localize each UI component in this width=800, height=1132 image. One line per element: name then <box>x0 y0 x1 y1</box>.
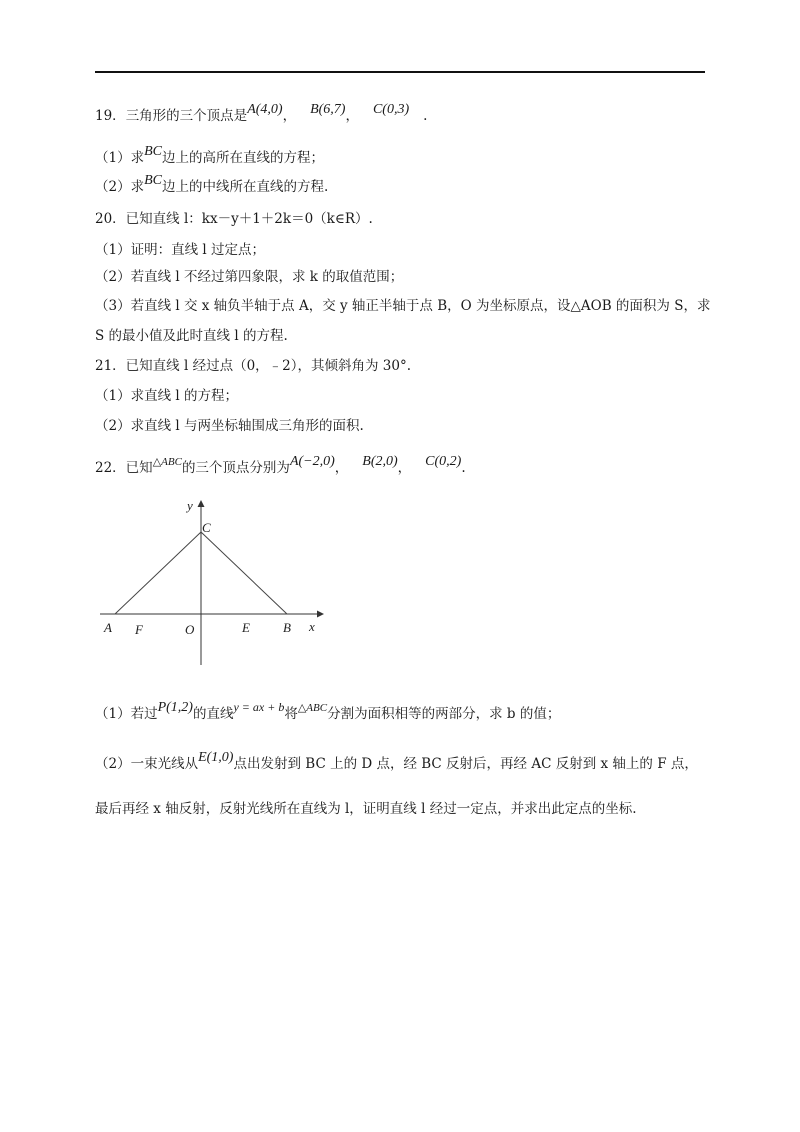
q20-part3-line2: S 的最小值及此时直线 l 的方程. <box>95 328 288 344</box>
q19-part1: （1）求BC边上的高所在直线的方程； <box>95 144 324 166</box>
y-axis-arrow <box>198 500 205 507</box>
q19-point-a: A(4,0) <box>247 102 283 117</box>
q22-part1: （1）若过P(1,2)的直线y = ax + b将$^{\triangle ABC}$分割为面积相等的两部分，求 b 的值； <box>95 700 561 722</box>
q20-part2: （2）若直线 l 不经过第四象限，求 k 的取值范围； <box>95 269 404 285</box>
y-label: y <box>187 498 193 513</box>
label-a: A <box>104 620 112 635</box>
q22-stem: 22．已知$^{\triangle ABC}$的三个顶点分别为A(−2,0)， B(2,0)， C(0,2). <box>95 454 466 476</box>
q21-part2: （2）求直线 l 与两坐标轴围成三角形的面积. <box>95 418 364 434</box>
q20-part3-line1: （3）若直线 l 交 x 轴负半轴于点 A，交 y 轴正半轴于点 B，O 为坐标原点，设△AOB 的面积为 S，求 <box>95 298 711 314</box>
label-c: C <box>202 520 211 535</box>
q19-point-c: C(0,3) <box>372 102 410 117</box>
q21-part1: （1）求直线 l 的方程； <box>95 388 238 404</box>
label-o: O <box>185 622 195 637</box>
triangle-figure <box>95 495 335 670</box>
q20-stem: 20．已知直线 l：kx－y＋1＋2k＝0（k∈R）. <box>95 211 373 227</box>
q19-point-b: B(6,7) <box>310 102 346 117</box>
label-b: B <box>283 620 291 635</box>
q20-part1: （1）证明：直线 l 过定点； <box>95 242 265 258</box>
q22-point-b: B(2,0) <box>362 454 398 469</box>
q19-part2: （2）求BC边上的中线所在直线的方程. <box>95 173 329 195</box>
q22-point-c: C(0,2) <box>425 454 462 469</box>
q19-stem: 19．三角形的三个顶点是A(4,0)， B(6,7)， C(0,3) . <box>95 102 428 124</box>
label-f: F <box>135 622 143 637</box>
q22-part2-line2: 最后再经 x 轴反射，反射光线所在直线为 l，证明直线 l 经过一定点，并求出此定点的坐标. <box>95 801 637 817</box>
header-rule <box>95 71 705 73</box>
q21-stem: 21．已知直线 l 经过点（0，﹣2），其倾斜角为 30°. <box>95 358 412 374</box>
x-axis-arrow <box>317 611 324 618</box>
label-e: E <box>242 620 250 635</box>
q22-point-a: A(−2,0) <box>289 454 335 469</box>
q22-part2-line1: （2）一束光线从E(1,0)点出发射到 BC 上的 D 点，经 BC 反射后，再经 AC 反射到 x 轴上的 F 点， <box>95 750 698 772</box>
x-label: x <box>309 619 315 634</box>
side-bc <box>201 532 287 614</box>
side-ac <box>115 532 201 614</box>
